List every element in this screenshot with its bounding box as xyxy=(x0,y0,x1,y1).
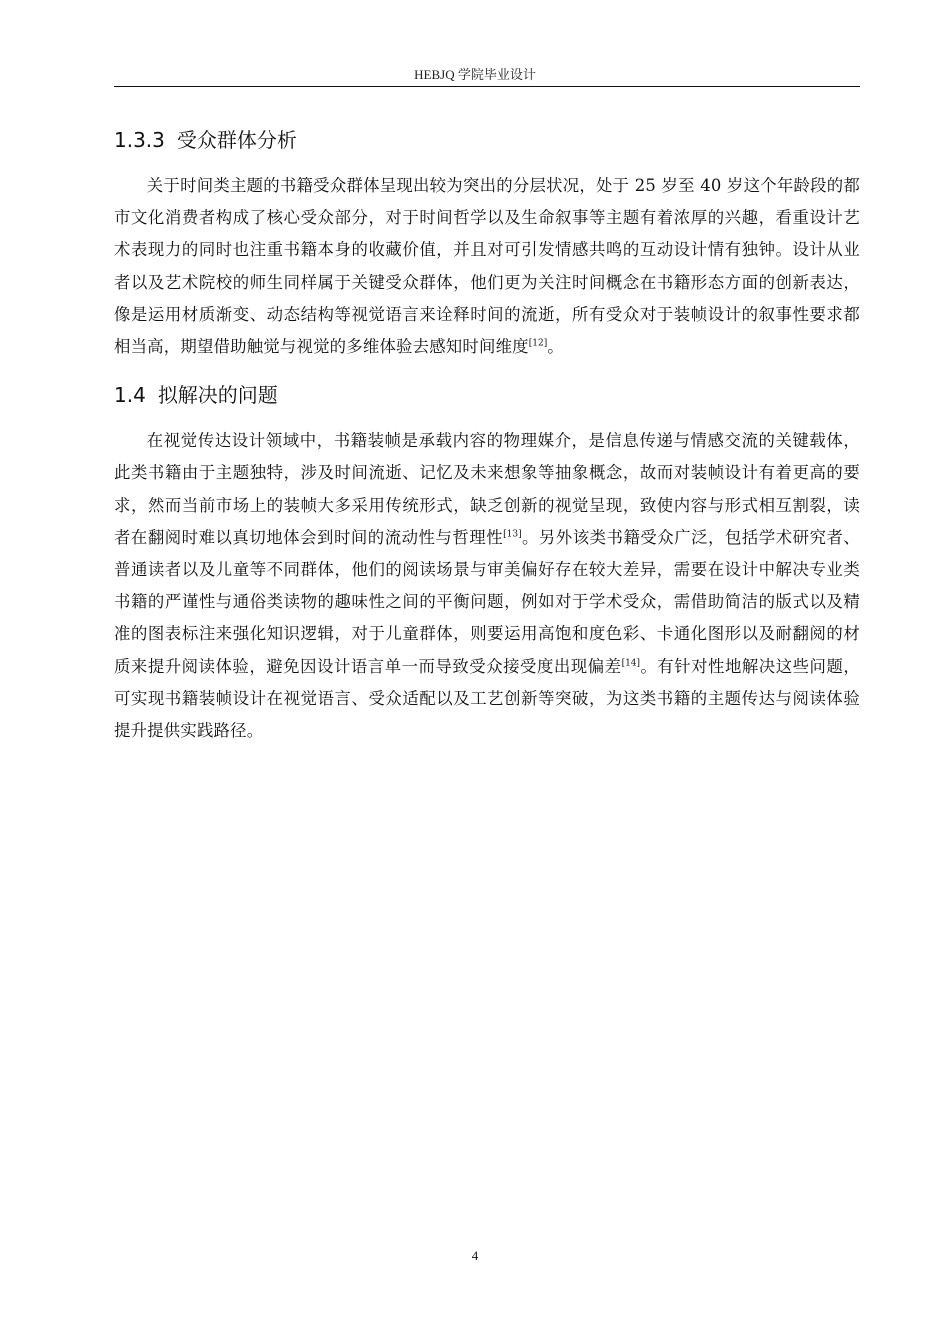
running-header: HEBJQ 学院毕业设计 xyxy=(414,67,536,82)
citation-13[interactable]: [13] xyxy=(503,529,522,540)
section-number: 1.3.3 xyxy=(114,128,165,152)
page-content xyxy=(114,120,860,747)
section-heading-1-4 xyxy=(114,375,860,415)
section-number: 1.4 xyxy=(114,383,146,408)
citation-14[interactable]: [14] xyxy=(621,658,641,669)
paragraph-text: 。另外该类书籍受众广泛，包括学术研究者、普通读者以及儿童等不同群体，他们的阅读场景与审美偏好存在较大差异，需要在设计中解决专业类书籍的严谨性与通俗类读物的趣味性之间的平衡问题，例如对于学术受众，需借助简洁的版式以及精准的图表标注来强化知识逻辑，对于儿童群体，则要运用高饱和度色彩、卡通化图形以及耐翻阅的材质来提升阅读体验，避免因设计语言单一而导致受众接受度出现偏差 xyxy=(114,527,860,676)
paragraph-problems-to-solve xyxy=(114,425,860,747)
paragraph-text: 在视觉传达设计领域中，书籍装帧是承载内容的物理媒介，是信息传递与情感交流的关键载体，此类书籍由于主题独特，涉及时间流逝、记忆及未来想象等抽象概念，故而对装帧设计有着更高的要求，然而当前市场上的装帧大多采用传统形式，缺乏创新的视觉呈现，致使内容与形式相互割裂，读者在翻阅时难以真切地体会到时间的流动性与哲理性 xyxy=(114,431,860,547)
paragraph-text: 关于时间类主题的书籍受众群体呈现出较为突出的分层状况，处于 25 岁至 40 岁这个年龄段的都市文化消费者构成了核心受众部分，对于时间哲学以及生命叙事等主题有着浓厚的兴趣，看重设计艺术表现力的同时也注重书籍本身的收藏价值，并且对可引发情感共鸣的互动设计情有独钟。设计从业者以及艺术院校的师生同样属于关键受众群体，他们更为关注时间概念在书籍形态方面的创新表达，像是运用材质渐变、动态结构等视觉语言来诠释时间的流逝，所有受众对于装帧设计的叙事性要求都相当高，期望借助触觉与视觉的多维体验去感知时间维度 xyxy=(114,176,860,357)
section-heading-1-3-3 xyxy=(114,120,860,160)
citation-12[interactable]: [12] xyxy=(528,338,548,349)
paragraph-audience-analysis xyxy=(114,170,860,363)
page-number: 4 xyxy=(471,1248,479,1263)
section-title: 拟解决的问题 xyxy=(157,383,278,408)
section-title: 受众群体分析 xyxy=(176,128,297,152)
header-rule xyxy=(114,86,860,87)
paragraph-text: 。有针对性地解决这些问题，可实现书籍装帧设计在视觉语言、受众适配以及工艺创新等突破，为这类书籍的主题传达与阅读体验提升提供实践路径。 xyxy=(114,656,860,741)
paragraph-tail: 。 xyxy=(547,337,564,357)
